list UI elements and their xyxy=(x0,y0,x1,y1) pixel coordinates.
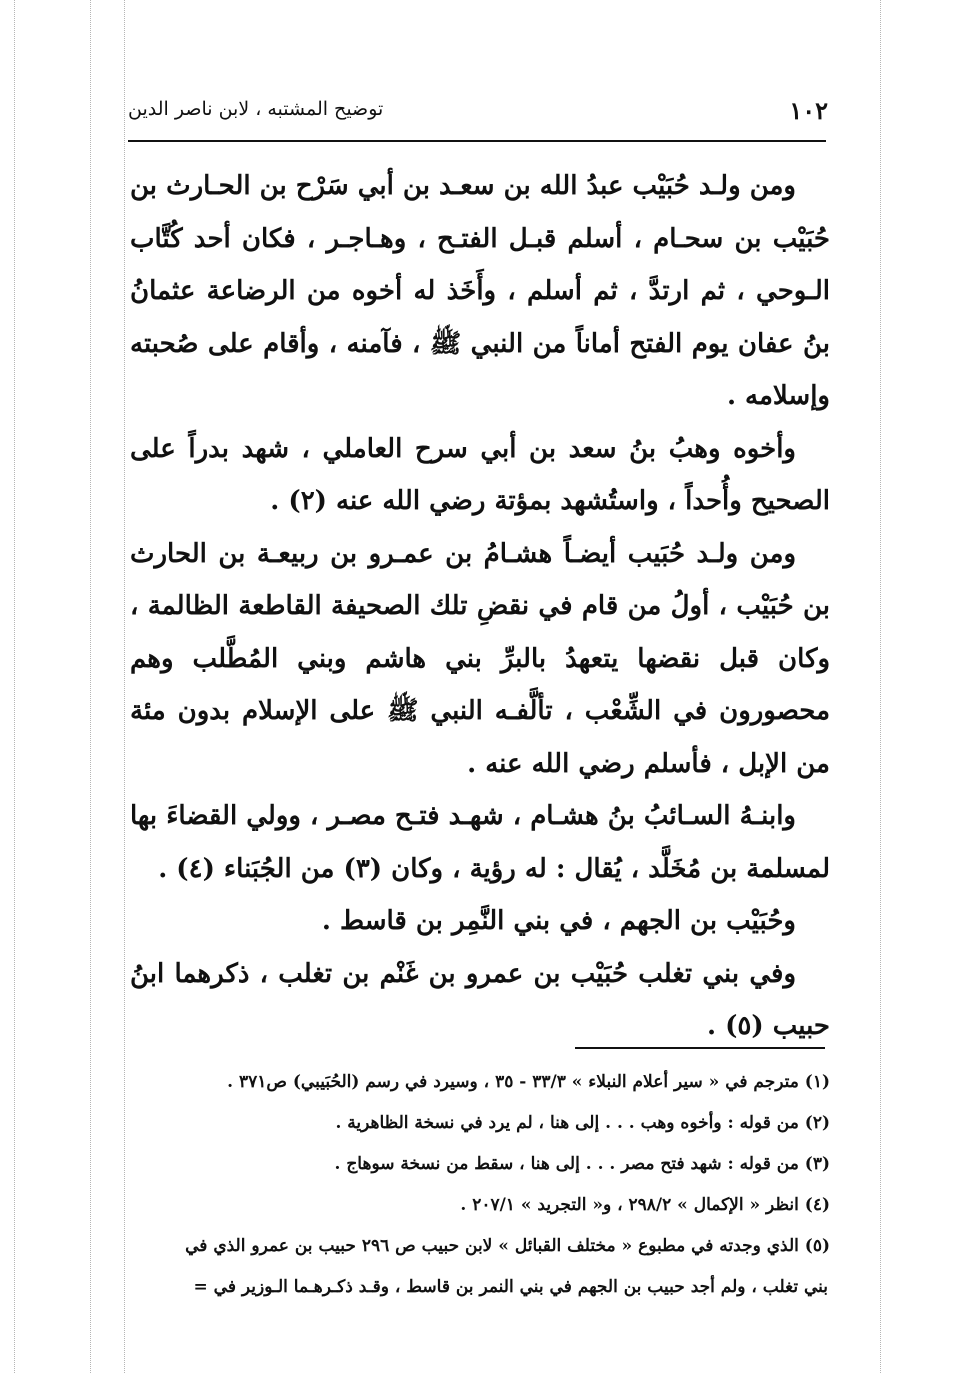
footnote-divider xyxy=(575,1047,825,1049)
footnote-4: (٤) انظر « الإكمال » ٢٩٨/٢ ، و« التجريد » ٢٠٧/١ . xyxy=(460,1195,830,1215)
paragraph-saib: وابنـهُ السـائبُ بنُ هشـام ، شهـد فتـح مصـر ، وولي القضاءَ بها لمسلمة بن مُخَلَّد ، يُقال : له رؤية ، وكان (٣) من الجُبَناء (٤) . xyxy=(130,801,830,884)
footnote-2: (٢) من قوله : وأخوه وهب . . . إلى هنا ، لم يرد في نسخة الظاهرية . xyxy=(335,1113,830,1133)
running-title: توضيح المشتبه ، لابن ناصر الدين xyxy=(128,98,384,120)
footnote-1: (١) مترجم في « سير أعلام النبلاء » ٣٣/٣ - ٣٥ ، وسيرد في رسم (الحُبَيبي) ص٣٧١ . xyxy=(227,1072,830,1092)
footnote-3: (٣) من قوله : شهد فتح مصر . . . إلى هنا ، سقط من نسخة سوهاج . xyxy=(334,1154,830,1174)
paragraph-wahb: وأخوه وهبُ بنُ سعد بن أبي سرح العاملي ، شهد بدراً على الصحيح وأُحداً ، واستُشهد بمؤتة رضي الله عنه (٢) . xyxy=(130,433,830,516)
footnotes xyxy=(118,1062,830,1302)
paragraph-hubayb-jahm: وحُبَيْب بن الجهم ، في بني النَّمِر بن قاسط . xyxy=(321,906,796,936)
page-header xyxy=(128,92,828,132)
scan-artifact-left xyxy=(14,0,15,1373)
paragraph-taghlib: وفي بني تغلب حُبَيْب بن عمرو بن غَنْم بن تغلب ، ذكرهما ابنُ حبيب (٥) . xyxy=(130,958,830,1041)
footnote-5: (٥) الذي وجدته في مطبوع « مختلف القبائل » لابن حبيب ص ٢٩٦ حبيب بن عمرو الذي في xyxy=(185,1236,830,1256)
scan-artifact-left-inner xyxy=(90,0,91,1373)
footnote-5-continued: بني تغلب ، ولم أجد حبيب بن الجهم في بني النمر بن قاسط ، وقـد ذكـرهـما الـوزير في = xyxy=(193,1277,828,1297)
main-text xyxy=(130,160,830,1041)
page-number: ١٠٢ xyxy=(789,96,828,125)
header-divider xyxy=(128,140,826,142)
paragraph-hisham: ومن ولـد حُبَيب أيضـاً هشـامُ بن عمـرو بن ربيعـة بن الحارث بن حُبَيْب ، أولُ من قام في نقضِ تلك الصحيفة القاطعة الظالمة ، وكان قبل نقضها يتعهدُ بالبرِّ بني هاشم وبني المُطَّلب وهم محصورون في الشِّعْب ، تألَّفـه النبي ﷺ على الإسلام بدون مئة من الإبل ، فأسلم رضي الله عنه . xyxy=(130,538,830,779)
scan-artifact-right xyxy=(880,0,881,1373)
paragraph-abdullah: ومن ولـد حُبَيْب عبدُ الله بن سعـد بن أبي سَرْح بن الحـارث بن حُبَيْب بن سحـام ، أسلم قبـل الفتـح ، وهـاجـر ، فكان أحد كُتَّاب الـوحي ، ثم ارتدَّ ، ثم أسلم ، وأَخَذ له أخوه من الرضاعة عثمانُ بنُ عفان يوم الفتح أماناً من النبي ﷺ ، فآمنه ، وأقام على صُحبته وإسلامه . xyxy=(130,171,830,411)
